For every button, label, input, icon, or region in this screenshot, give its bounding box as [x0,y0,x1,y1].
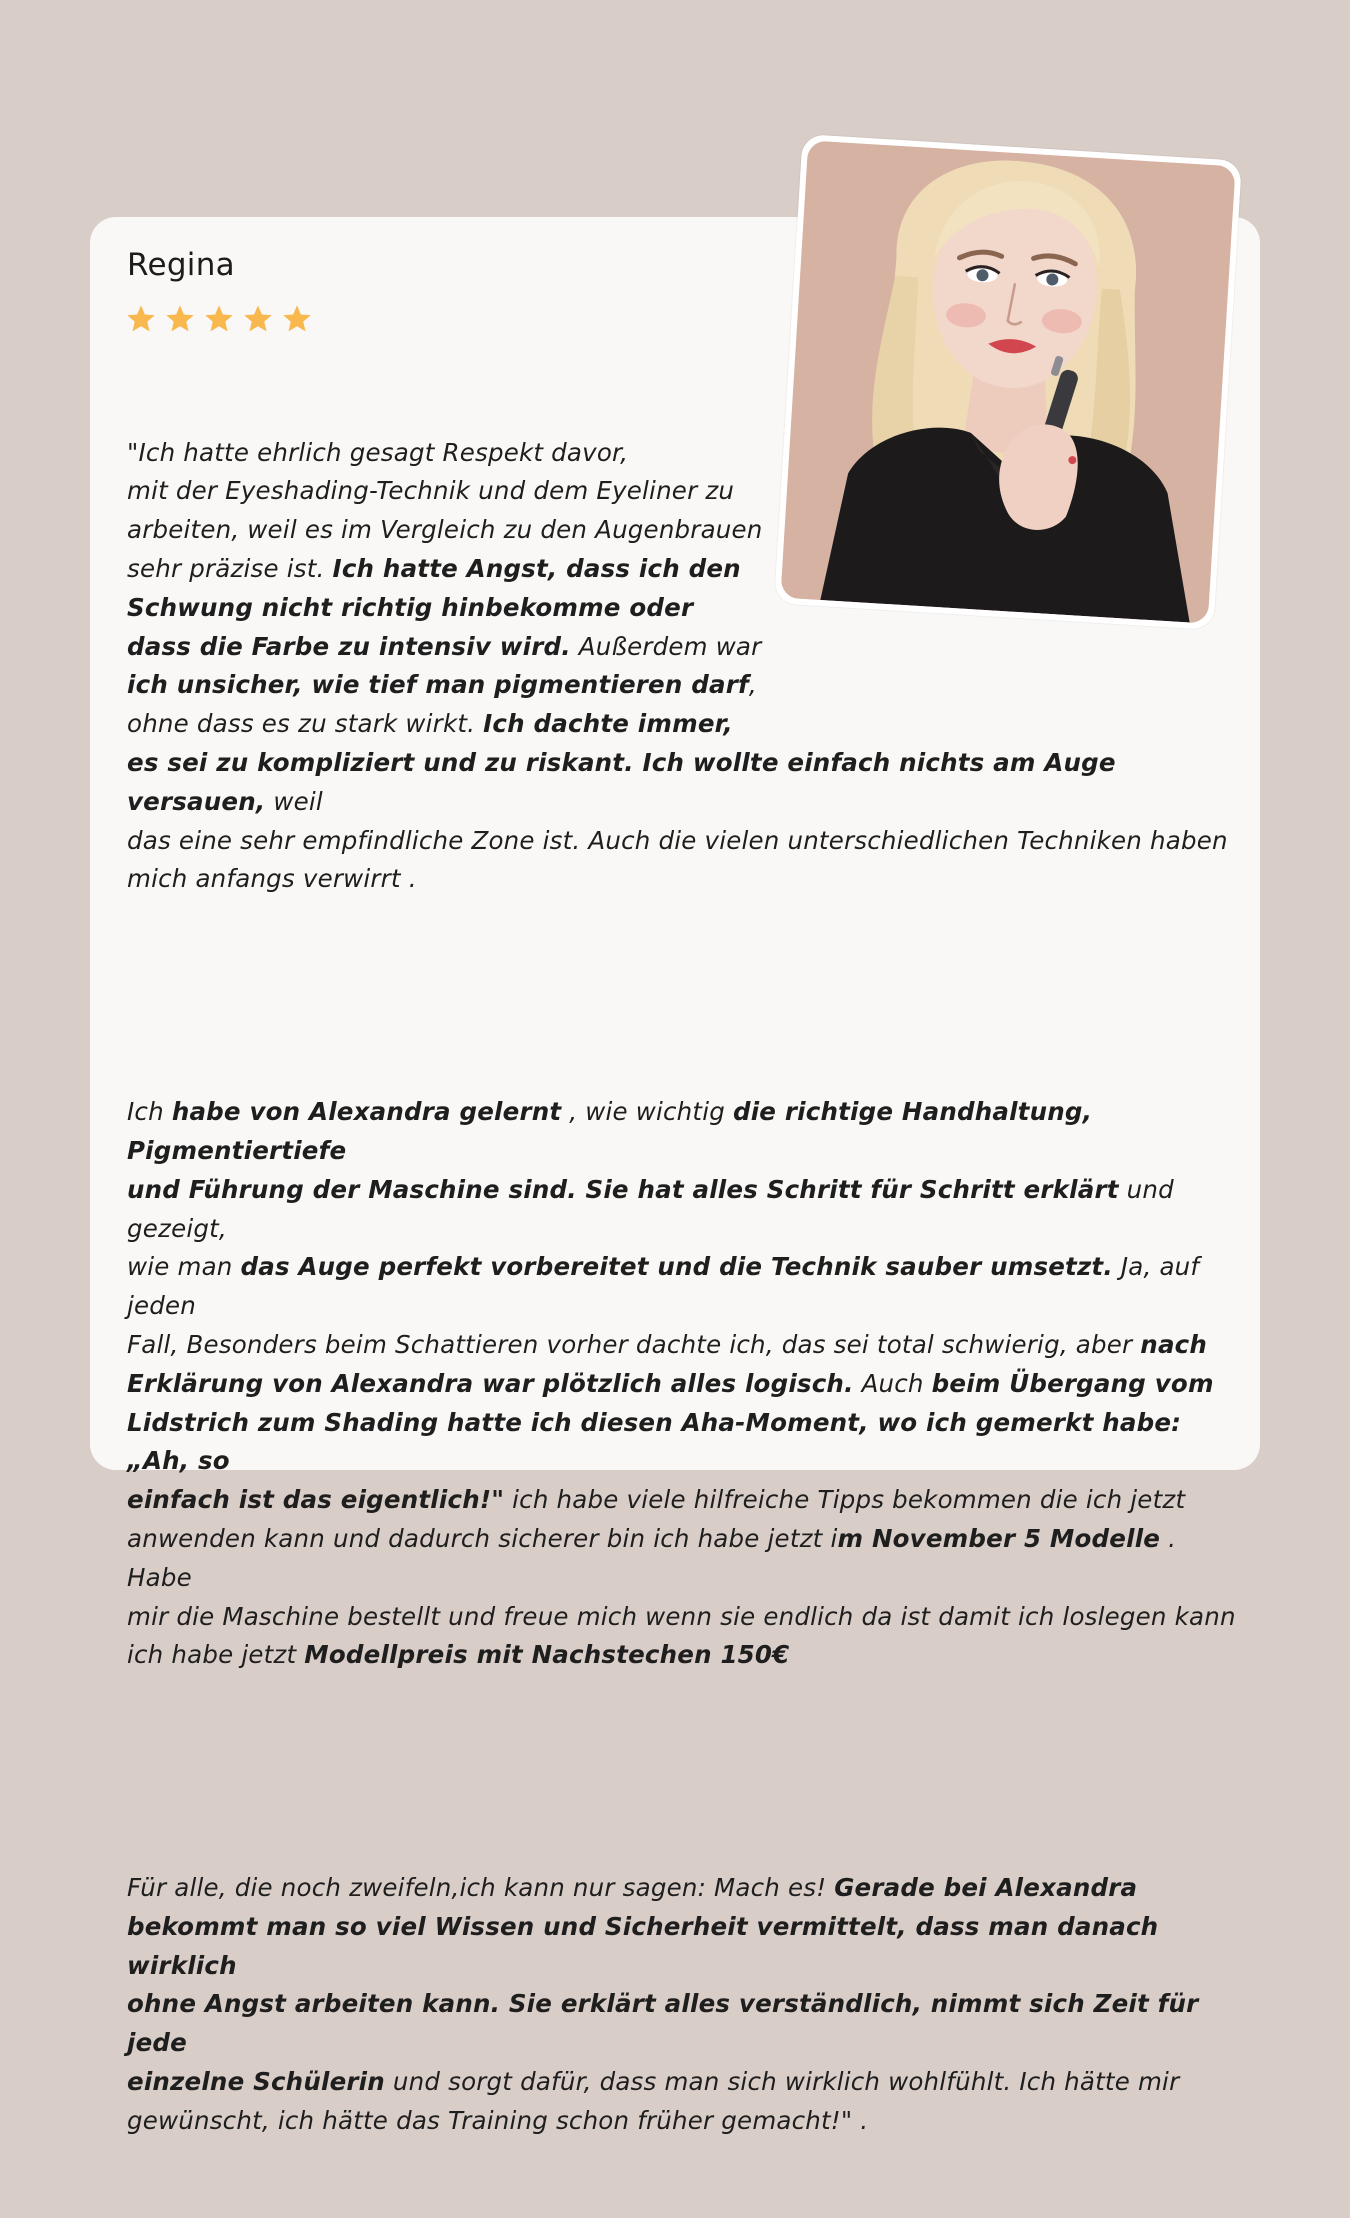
star-icon [125,303,157,335]
text-run: Für alle, die noch zweifeln,ich kann nur sagen: Mach es! [127,1873,835,1903]
reviewer-photo [780,140,1235,623]
review-paragraph-2 [127,1093,1237,1675]
review-text [127,356,1237,2218]
text-run: "Ich hatte ehrlich gesagt Respekt davor, mit der Eyeshading-Technik und dem Eyeliner zu arbeiten, weil es im Vergleich zu den Augenbrauen sehr präzise ist. [127,437,763,583]
bold-text-run: Ich dachte immer, es sei zu kompliziert und zu riskant. Ich wollte einfach nichts am Auge versauen, [127,709,1116,816]
star-icon [242,303,274,335]
text-run: , wie wichtig [561,1097,733,1127]
star-icon [281,303,313,335]
text-run: Außerdem war [578,631,762,661]
bold-text-run: ich unsicher, wie tief man pigmentieren darf [127,670,749,700]
bold-text-run: Gerade bei Alexandra bekommt man so viel Wissen und Sicherheit vermittelt, dass man danach wirklich ohne Angst arbeiten kann. Sie erklärt alles verständlich, nimmt sich Zeit für jede einzelne Schülerin [127,1873,1199,2097]
text-run: weil das eine sehr empfindliche Zone ist. Auch die vielen unterschiedlichen Techniken haben mich anfangs verwirrt . [127,786,1228,894]
star-icon [203,303,235,335]
bold-text-run: m November 5 Modelle [837,1523,1161,1553]
text-run: und gezeigt, wie man [127,1174,1174,1282]
bold-text-run: Modellpreis mit Nachstechen 150€ [304,1640,790,1670]
bold-text-run: Ich hatte Angst, dass ich den Schwung nicht richtig hinbekomme oder dass die Farbe zu intensiv wird. [127,553,741,661]
portrait-illustration [780,140,1235,623]
text-run: , ohne dass es zu stark wirkt. [127,670,757,739]
bold-text-run: habe von Alexandra gelernt [171,1097,562,1127]
reviewer-photo-frame [774,134,1242,630]
bold-text-run: nach Erklärung von Alexandra war plötzlich alles logisch. [127,1329,1208,1398]
star-icon [164,303,196,335]
text-run: . Habe mir die Maschine bestellt und freue mich wenn sie endlich da ist damit ich loslegen kann ich habe jetzt [127,1523,1236,1670]
star-rating [125,303,313,335]
text-run: und sorgt dafür, dass man sich wirklich wohlfühlt. Ich hätte mir gewünscht, ich hätte das Training schon früher gemacht!" . [127,2067,1180,2135]
text-run: Ja, auf jeden Fall, Besonders beim Schattieren vorher dachte ich, das sei total schwierig, aber [127,1252,1200,1359]
bold-text-run: beim Übergang vom Lidstrich zum Shading hatte ich diesen Aha-Moment, wo ich gemerkt habe: „Ah, so einfach ist das eigentlich!" [127,1368,1214,1515]
bold-text-run: die richtige Handhaltung, Pigmentiertiefe und Führung der Maschine sind. Sie hat alles Schritt für Schritt erklärt [127,1097,1119,1204]
text-run: ich habe viele hilfreiche Tipps bekommen die ich jetzt anwenden kann und dadurch sicherer bin ich habe jetzt i [127,1485,1186,1553]
review-paragraph-3 [127,1869,1237,2141]
reviewer-name: Regina [127,247,235,283]
text-run: Ich [127,1097,172,1127]
bold-text-run: das Auge perfekt vorbereitet und die Technik sauber umsetzt. [240,1252,1113,1282]
text-run: Auch [853,1368,932,1398]
